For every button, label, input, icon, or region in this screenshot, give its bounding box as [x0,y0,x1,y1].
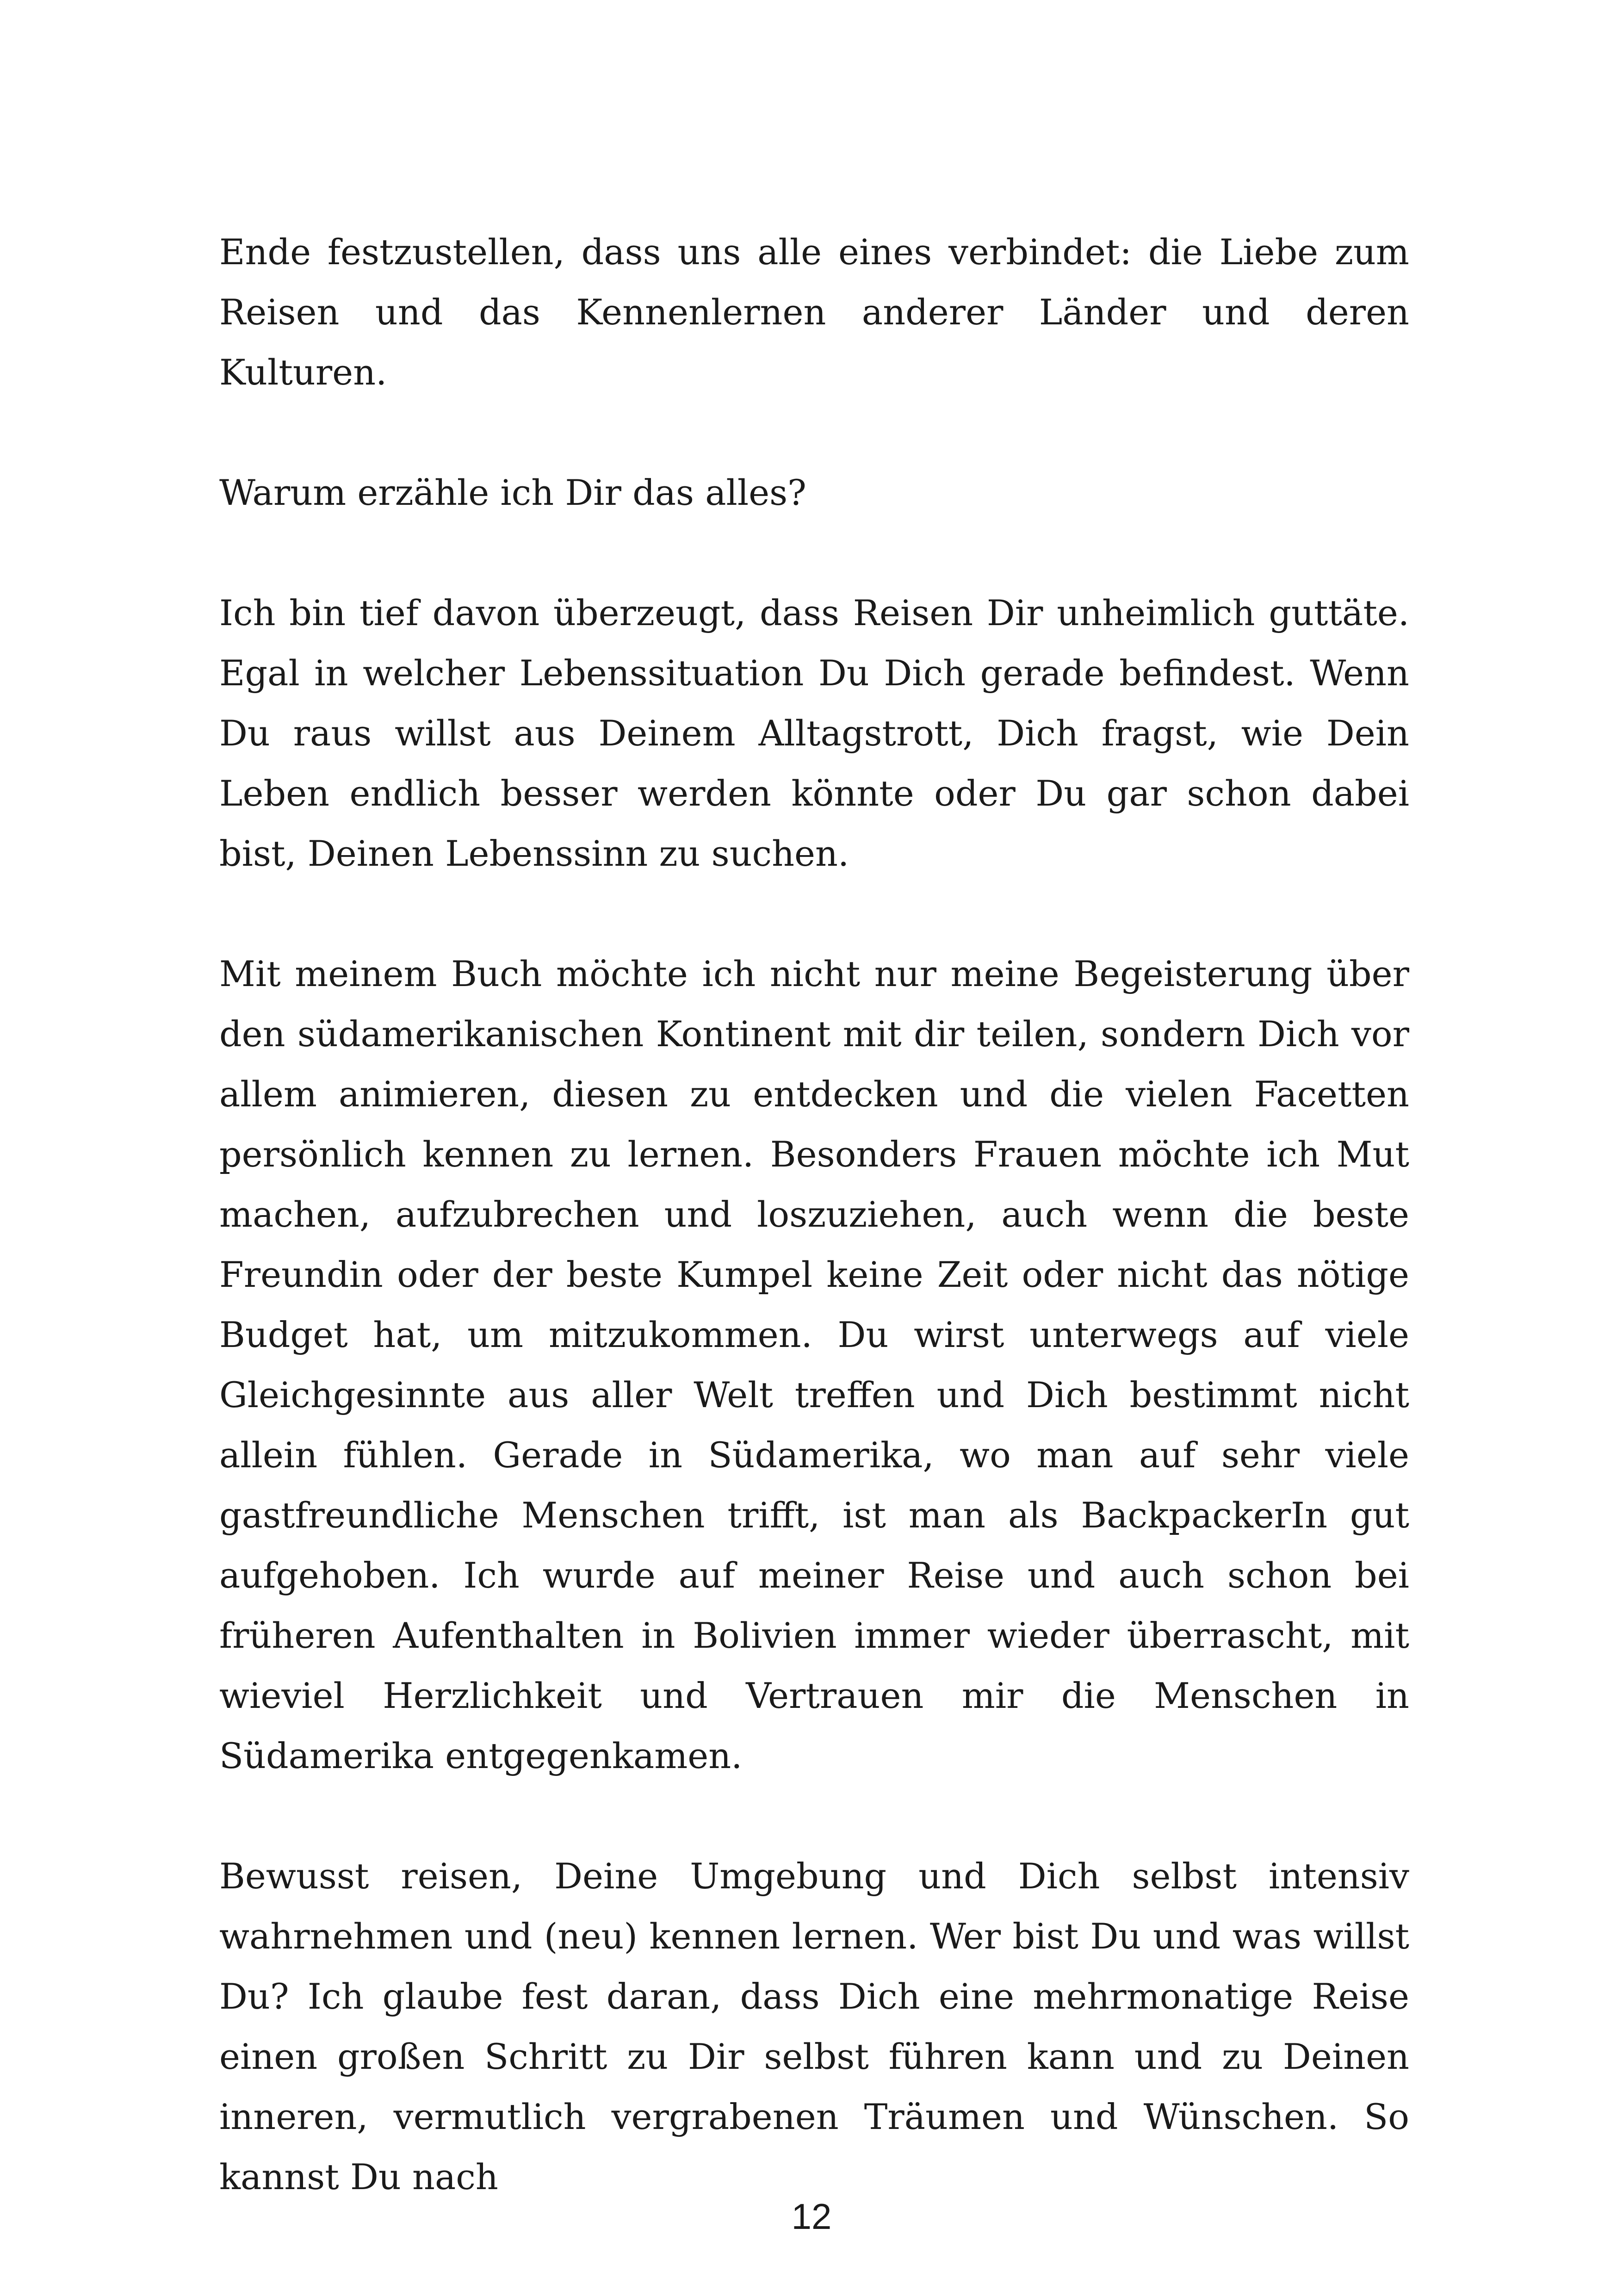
paragraph-2: Warum erzähle ich Dir das alles? [219,472,806,513]
paragraph-3: Ich bin tief davon überzeugt, dass Reisen Dir unheimlich guttäte. Egal in welcher Lebenssituation Du Dich gerade befindest. Wenn Du raus willst aus Deinem Alltagstrott, Dich fragst, wie Dein Leben endlich besser werden könnte oder Du gar schon dabei bist, Deinen Lebenssinn zu suchen. [219,592,1409,874]
paragraph-1: Ende festzustellen, dass uns alle eines verbindet: die Liebe zum Reisen und das Kennenlernen anderer Länder und deren Kulturen. [219,231,1409,393]
body-text [219,222,1409,2267]
paragraph-5: Bewusst reisen, Deine Umgebung und Dich selbst intensiv wahrnehmen und (neu) kennen lernen. Wer bist Du und was willst Du? Ich glaube fest daran, dass Dich eine mehrmonatige Reise einen großen Schritt zu Dir selbst führen kann und zu Deinen inneren, vermutlich vergrabenen Träumen und Wünschen. So kannst Du nach [219,1855,1409,2197]
paragraph-4: Mit meinem Buch möchte ich nicht nur meine Begeisterung über den südamerikanischen Kontinent mit dir teilen, sondern Dich vor allem animieren, diesen zu entdecken und die vielen Facetten persönlich kennen zu lernen. Besonders Frauen möchte ich Mut machen, aufzubrechen und loszuziehen, auch wenn die beste Freundin oder der beste Kumpel keine Zeit oder nicht das nötige Budget hat, um mitzukommen. Du wirst unterwegs auf viele Gleichgesinnte aus aller Welt treffen und Dich bestimmt nicht allein fühlen. Gerade in Südamerika, wo man auf sehr viele gastfreundliche Menschen trifft, ist man als BackpackerIn gut aufgehoben. Ich wurde auf meiner Reise und auch schon bei früheren Aufenthalten in Bolivien immer wieder überrascht, mit wieviel Herzlichkeit und Vertrauen mir die Menschen in Südamerika entgegenkamen. [219,953,1409,1776]
page-number: 12 [791,2196,832,2237]
